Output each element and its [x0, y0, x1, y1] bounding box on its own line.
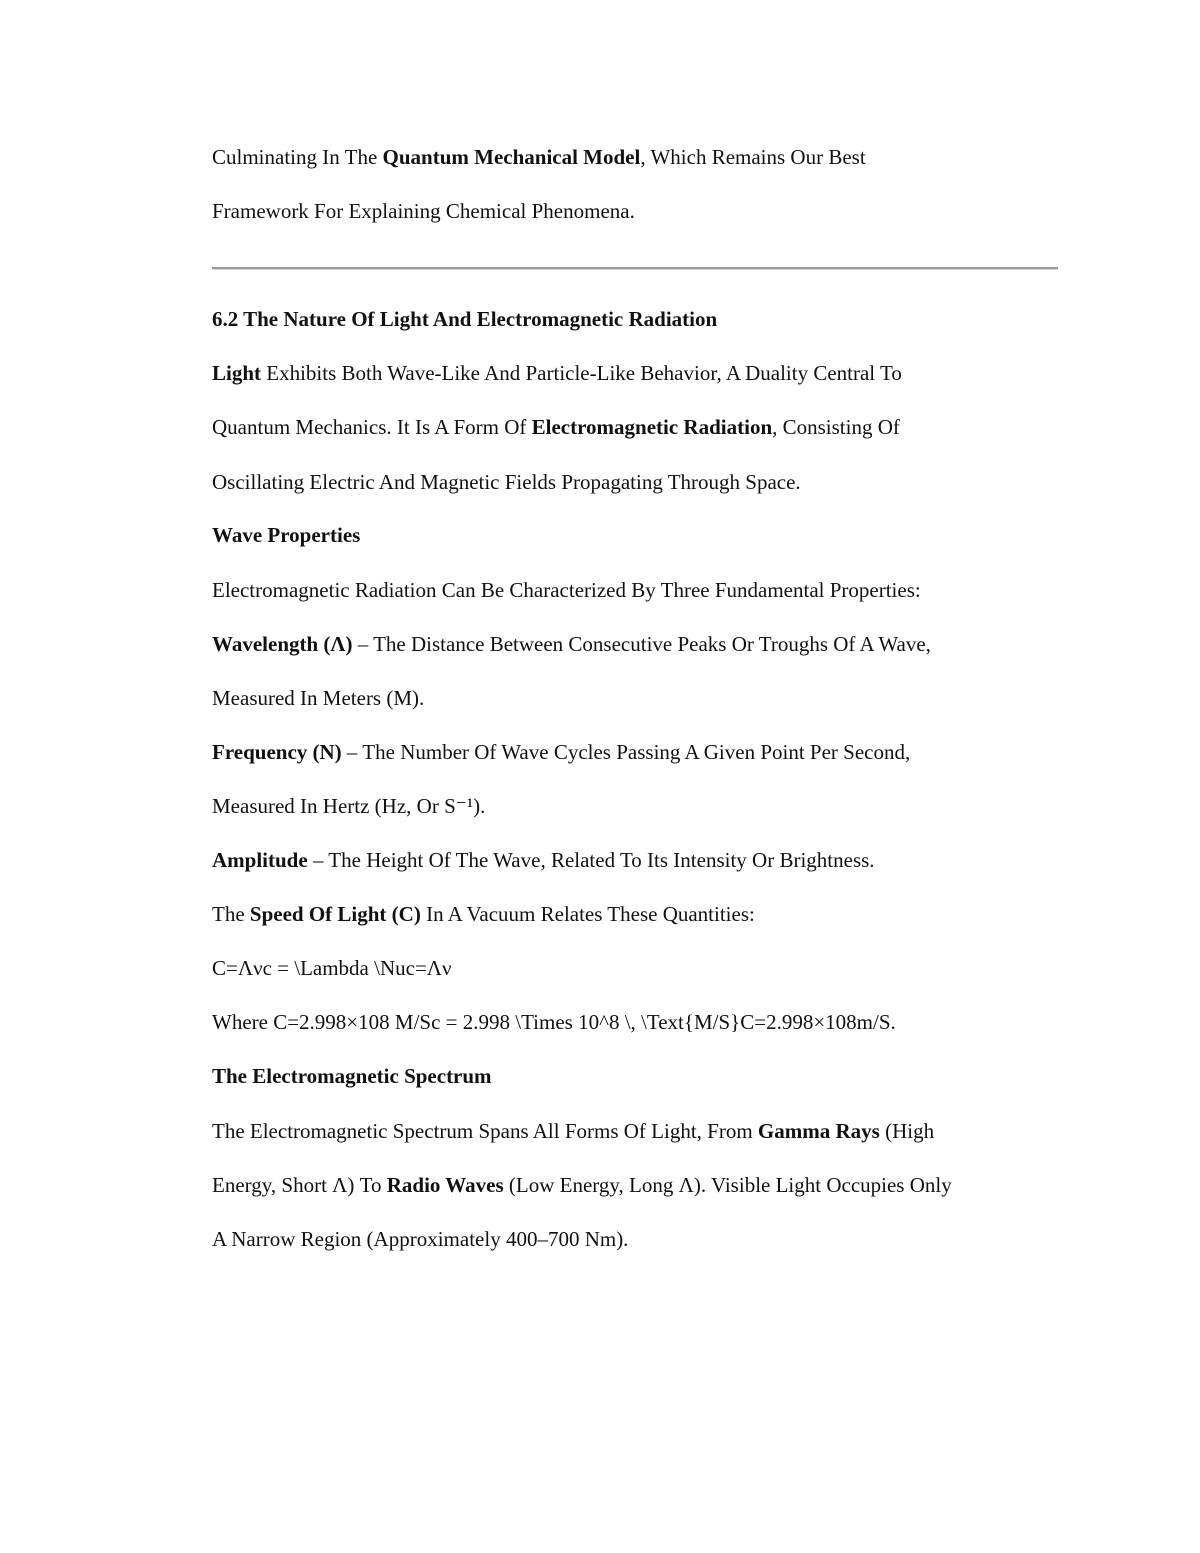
spectrum-heading: [212, 1062, 1062, 1090]
section-heading: [212, 305, 1062, 333]
spectrum-line-3: A Narrow Region (Approximately 400–700 Nm).: [212, 1227, 629, 1251]
wavelength-line-1: [212, 630, 1062, 658]
intro-text: Culminating In The: [212, 145, 383, 169]
frequency-text: – The Number Of Wave Cycles Passing A Given Point Per Second,: [341, 740, 911, 764]
gamma-rays-term: Gamma Rays: [757, 1119, 880, 1143]
wave-properties-heading-text: Wave Properties: [212, 523, 361, 547]
speed-of-light-term: Speed Of Light (C): [249, 902, 421, 926]
spectrum-line-2: [212, 1171, 1062, 1199]
wave-properties-heading: [212, 521, 1062, 549]
amplitude-term: Amplitude: [212, 848, 308, 872]
light-paragraph-line-3: Oscillating Electric And Magnetic Fields Propagating Through Space.: [212, 470, 801, 494]
wavelength-text: – The Distance Between Consecutive Peaks Or Troughs Of A Wave,: [352, 632, 931, 656]
frequency-term: Frequency (Ν): [212, 740, 342, 764]
paragraph-text: Quantum Mechanics. It Is A Form Of: [212, 415, 532, 439]
radio-waves-term: Radio Waves: [386, 1173, 504, 1197]
quantum-model-term: Quantum Mechanical Model: [382, 145, 641, 169]
em-radiation-term: Electromagnetic Radiation: [531, 415, 773, 439]
section-heading-text: 6.2 The Nature Of Light And Electromagnetic Radiation: [212, 307, 718, 331]
wavelength-term: Wavelength (Λ): [212, 632, 353, 656]
light-paragraph-line-2: [212, 413, 1062, 441]
wavelength-line-2: Measured In Meters (M).: [212, 686, 425, 710]
light-term: Light: [212, 361, 262, 385]
paragraph-text: Exhibits Both Wave-Like And Particle-Like Behavior, A Duality Central To: [261, 361, 902, 385]
amplitude-line: [212, 846, 1062, 874]
intro-line-2: Framework For Explaining Chemical Phenomena.: [212, 199, 635, 223]
paragraph-text: The Electromagnetic Spectrum Spans All Forms Of Light, From: [212, 1119, 758, 1143]
speed-formula: C=Λνc = \Lambda \Nuc=Λν: [212, 956, 452, 980]
paragraph-text: (High: [879, 1119, 935, 1143]
paragraph-text: , Consisting Of: [772, 415, 900, 439]
amplitude-text: – The Height Of The Wave, Related To Its Intensity Or Brightness.: [307, 848, 875, 872]
wave-properties-intro: Electromagnetic Radiation Can Be Characterized By Three Fundamental Properties:: [212, 578, 921, 602]
paragraph-text: The: [212, 902, 250, 926]
intro-text: , Which Remains Our Best: [640, 145, 866, 169]
frequency-line-1: [212, 738, 1062, 766]
spectrum-line-1: [212, 1117, 1062, 1145]
paragraph-text: Energy, Short Λ) To: [212, 1173, 387, 1197]
spectrum-heading-text: The Electromagnetic Spectrum: [212, 1064, 492, 1088]
intro-line-1: [212, 143, 1062, 171]
paragraph-text: (Low Energy, Long Λ). Visible Light Occupies Only: [503, 1173, 952, 1197]
horizontal-rule: [212, 267, 1058, 270]
speed-of-light-line: [212, 900, 1062, 928]
paragraph-text: In A Vacuum Relates These Quantities:: [420, 902, 755, 926]
light-paragraph-line-1: [212, 359, 1062, 387]
speed-constant-line: Where C=2.998×108 M/Sc = 2.998 \Times 10^8 \, \Text{M/S}C=2.998×108m/S.: [212, 1010, 896, 1034]
frequency-line-2: Measured In Hertz (Hz, Or S⁻¹).: [212, 794, 486, 818]
